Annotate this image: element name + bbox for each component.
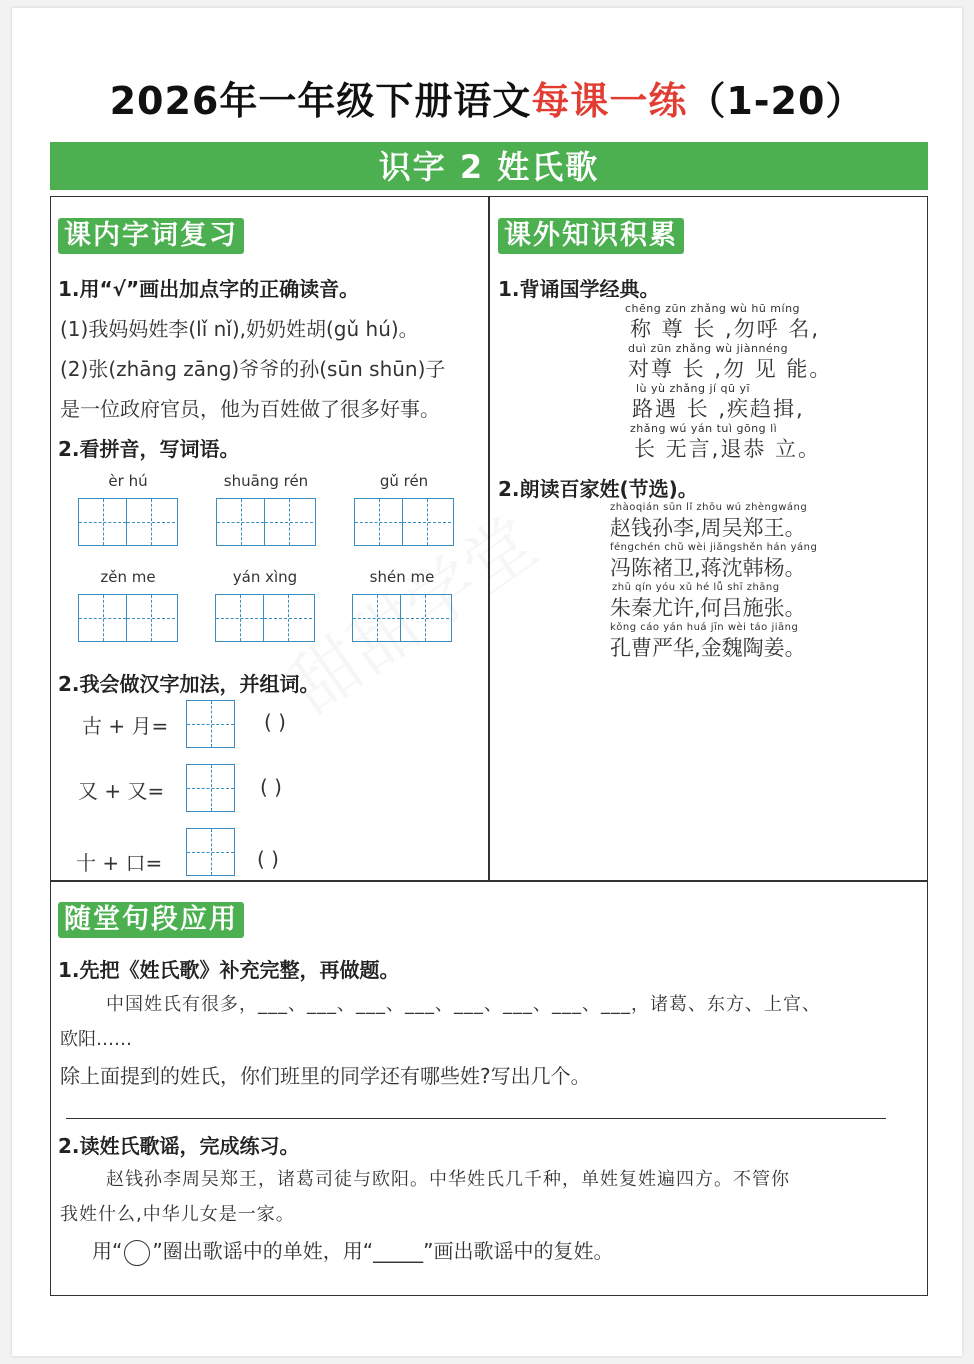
rhyme-text-continued: 我姓什么,中华儿女是一家。 [60, 1204, 295, 1225]
question-3: 2.我会做汉字加法，并组词。 [58, 672, 320, 696]
pinyin-label: shén me [369, 568, 435, 586]
word-paren[interactable]: ( ) [257, 847, 279, 871]
poem-line: 朱秦尤许,何吕施张。 [610, 596, 806, 620]
question-1-item-2b: 是一位政府官员，他为百姓做了很多好事。 [60, 397, 440, 421]
fill-in-blanks[interactable]: 中国姓氏有很多，___、___、___、___、___、___、___、___，诸葛、东方、上官、 [106, 994, 821, 1015]
answer-line[interactable] [66, 1118, 886, 1119]
circle-icon [124, 1240, 150, 1266]
poem-line: 路遇 长 ,疾趋揖, [632, 397, 805, 421]
writing-grid[interactable] [215, 594, 315, 642]
page-title: 2026年一年级下册语文每课一练（1-20） [109, 79, 865, 123]
lesson-banner: 识字 2 姓氏歌 [50, 142, 928, 190]
pinyin-label: shuāng rén [223, 472, 309, 490]
circle-instruction: 用“ ”圈出歌谣中的单姓，用“_____”画出歌谣中的复姓。 [92, 1235, 613, 1266]
writing-grid[interactable] [216, 498, 316, 546]
writing-grid[interactable] [352, 594, 452, 642]
poem-pinyin: kǒng cáo yán huá jīn wèi táo jiāng [610, 622, 799, 633]
poem-line: 冯陈褚卫,蒋沈韩杨。 [610, 556, 806, 580]
bottom-question-2: 2.读姓氏歌谣，完成练习。 [58, 1134, 300, 1158]
answer-box[interactable] [186, 700, 235, 748]
fill-in-continuation: 欧阳…… [60, 1029, 132, 1050]
writing-grid[interactable] [78, 498, 178, 546]
answer-box[interactable] [186, 764, 235, 812]
question-2: 2.看拼音，写词语。 [58, 437, 240, 461]
poem-line: 赵钱孙李,周吴郑王。 [610, 516, 806, 540]
addition-expr: 十 + 口= [76, 851, 163, 875]
writing-grid[interactable] [78, 594, 178, 642]
poem-pinyin: lù yù zhǎng jí qū yī [636, 382, 751, 395]
writing-grid[interactable] [354, 498, 454, 546]
section-divider [50, 880, 928, 882]
right-question-1: 1.背诵国学经典。 [498, 277, 660, 301]
pinyin-label: zěn me [100, 568, 156, 586]
poem-pinyin: zhàoqián sūn lǐ zhōu wú zhèngwáng [610, 502, 808, 513]
poem-pinyin: duì zūn zhǎng wù jiànnéng [628, 342, 789, 355]
section-tag-application: 随堂句段应用 [58, 902, 244, 938]
addition-expr: 又 + 又= [78, 779, 165, 803]
poem-pinyin: zhū qín yóu xǔ hé lǚ shī zhāng [612, 582, 780, 593]
bottom-question-1: 1.先把《姓氏歌》补充完整，再做题。 [58, 958, 400, 982]
word-paren[interactable]: ( ) [264, 710, 286, 734]
poem-pinyin: chēng zūn zhǎng wù hū míng [625, 302, 801, 315]
question-1-item-2a: (2)张(zhānɡ zānɡ)爷爷的孙(sūn shūn)子 [60, 357, 446, 381]
section-tag-knowledge: 课外知识积累 [498, 218, 684, 254]
section-tag-review: 课内字词复习 [58, 218, 244, 254]
word-paren[interactable]: ( ) [260, 775, 282, 799]
rhyme-text: 赵钱孙李周吴郑王，诸葛司徒与欧阳。中华姓氏几千种，单姓复姓遍四方。不管你 [106, 1169, 790, 1190]
question-1: 1.用“√”画出加点字的正确读音。 [58, 277, 360, 301]
pinyin-label: yán xìng [232, 568, 298, 586]
addition-expr: 古 + 月= [82, 714, 169, 738]
pinyin-label: èr hú [108, 472, 148, 490]
question-1-item-1: (1)我妈妈姓李(lǐ nǐ),奶奶姓胡(gǔ hú)。 [60, 317, 419, 341]
answer-box[interactable] [186, 828, 235, 876]
poem-line: 长 无言,退恭 立。 [634, 437, 822, 461]
follow-up-question: 除上面提到的姓氏，你们班里的同学还有哪些姓?写出几个。 [60, 1064, 591, 1088]
right-question-2: 2.朗读百家姓(节选)。 [498, 477, 698, 501]
poem-pinyin: zhǎng wú yán tuì gōng lì [630, 422, 778, 435]
poem-line: 称 尊 长 ,勿呼 名, [630, 317, 821, 341]
poem-line: 对尊 长 ,勿 见 能。 [628, 357, 833, 381]
poem-line: 孔曹严华,金魏陶姜。 [610, 636, 806, 660]
pinyin-label: gǔ rén [379, 472, 429, 490]
poem-pinyin: féngchén chǔ wèi jiǎngshěn hán yáng [610, 542, 818, 553]
